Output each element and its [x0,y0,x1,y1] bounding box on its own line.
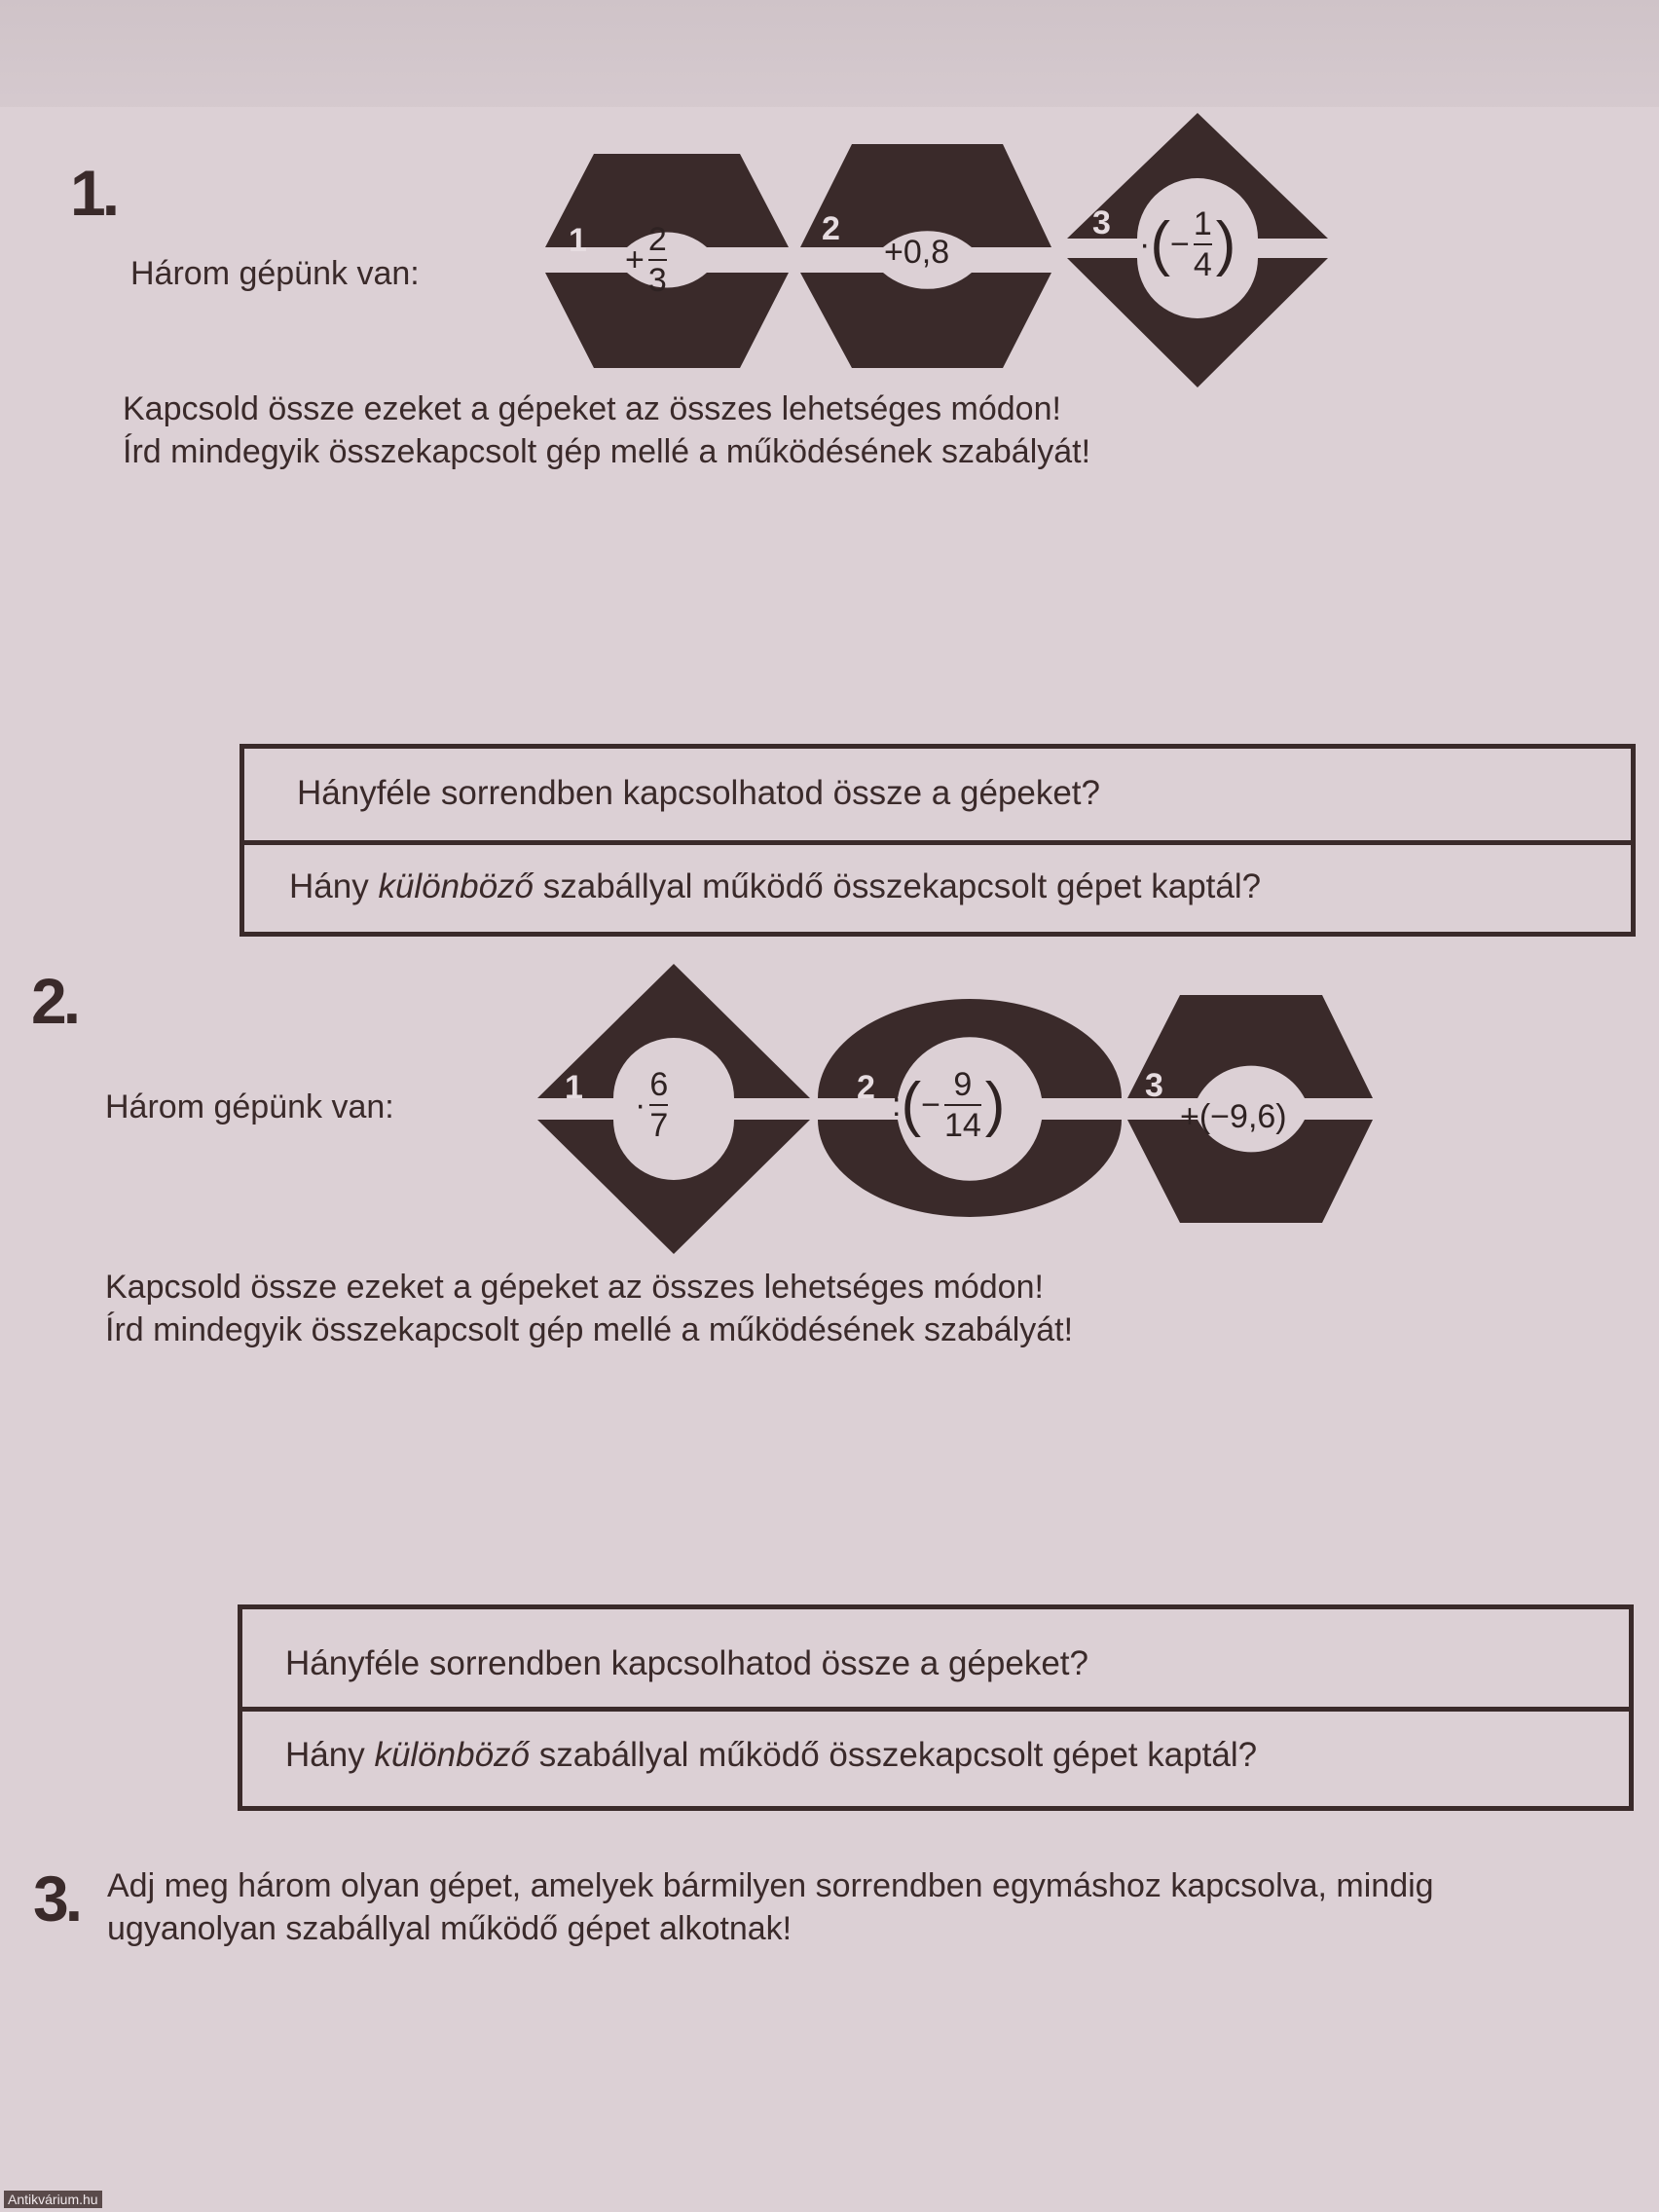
machine-3-label: 3 [1092,204,1111,241]
left-paren: ( [901,1071,922,1138]
question-divider [242,1707,1629,1712]
exercise-2-question-box [238,1604,1634,1811]
machine-3-denominator: 4 [1193,246,1212,283]
right-paren: ) [1215,210,1236,277]
exercise-2-instruction-1: Kapcsold össze ezeket a gépeket az összes lehetséges módon! [105,1269,1044,1306]
exercise-3-text-line-2: ugyanolyan szabállyal működő gépet alkotnak! [107,1910,793,1947]
emphasis-text: különböző [374,1736,531,1774]
machine-1-operator: + [625,240,645,278]
machine-1-fraction [649,1067,668,1143]
machine-1-fraction [648,222,667,298]
machine-3-label: 3 [1145,1067,1163,1104]
right-paren: ) [984,1071,1006,1138]
machine-1-operator: · [635,1086,646,1124]
machine-1-expression [635,1067,672,1143]
machine-1-numerator: 6 [649,1066,669,1103]
exercise-2-question-1: Hányféle sorrendben kapcsolhatod össze a gépeket? [285,1644,1088,1682]
machine-2-fraction [944,1067,981,1143]
top-background [0,0,1659,117]
machine-3-expression [1139,206,1235,282]
watermark: Antikvárium.hu [4,2191,102,2208]
machine-1-numerator: 2 [647,221,667,258]
exercise-1-question-1: Hányféle sorrendben kapcsolhatod össze a gépeket? [297,774,1100,812]
left-paren: ( [1150,210,1170,277]
exercise-1-number: 1. [70,157,117,229]
exercise-2-question-2: Hány különböző szabállyal működő összekapcsolt gépet kaptál? [285,1736,1258,1774]
exercise-3-text-line-1: Adj meg három olyan gépet, amelyek bármilyen sorrendben egymáshoz kapcsolva, mindig [107,1867,1434,1904]
exercise-1-question-box [240,744,1636,937]
machine-3-expression: +(−9,6) [1180,1098,1287,1135]
emphasis-text: különböző [378,867,535,905]
machine-1-expression [625,222,671,298]
machine-2-numerator: 9 [953,1066,973,1103]
machine-1-denominator: 3 [647,262,667,299]
machine-2-sign: − [921,1086,940,1124]
exercise-1-instruction-1: Kapcsold össze ezeket a gépeket az összes lehetséges módon! [123,390,1061,427]
machine-3-operator: · [1139,225,1151,263]
machine-2-label: 2 [822,210,840,247]
machine-1-label: 1 [569,222,587,259]
machine-2-label: 2 [857,1069,875,1106]
question-divider [244,840,1631,845]
exercise-2-intro: Három gépünk van: [105,1088,394,1125]
machine-2-operator: : [892,1086,902,1124]
machine-3-fraction [1194,206,1212,282]
exercise-1-intro: Három gépünk van: [130,255,420,292]
exercise-1-instruction-2: Írd mindegyik összekapcsolt gép mellé a működésének szabályát! [123,433,1091,470]
machine-1-label: 1 [565,1069,583,1106]
machine-2-denominator: 14 [943,1107,981,1144]
machine-3-numerator: 1 [1193,205,1212,242]
machine-3-hexagon-shape [1127,995,1373,1098]
machine-1-denominator: 7 [649,1107,669,1144]
machine-2-expression [892,1067,1005,1143]
machine-3-sign: − [1169,225,1190,263]
exercise-2-number: 2. [31,965,78,1037]
machine-2-expression: +0,8 [884,234,950,271]
exercise-2-instruction-2: Írd mindegyik összekapcsolt gép mellé a működésének szabályát! [105,1311,1074,1348]
exercise-1-question-2: Hány különböző szabállyal működő összekapcsolt gépet kaptál? [289,867,1262,905]
exercise-3-number: 3. [33,1862,80,1935]
